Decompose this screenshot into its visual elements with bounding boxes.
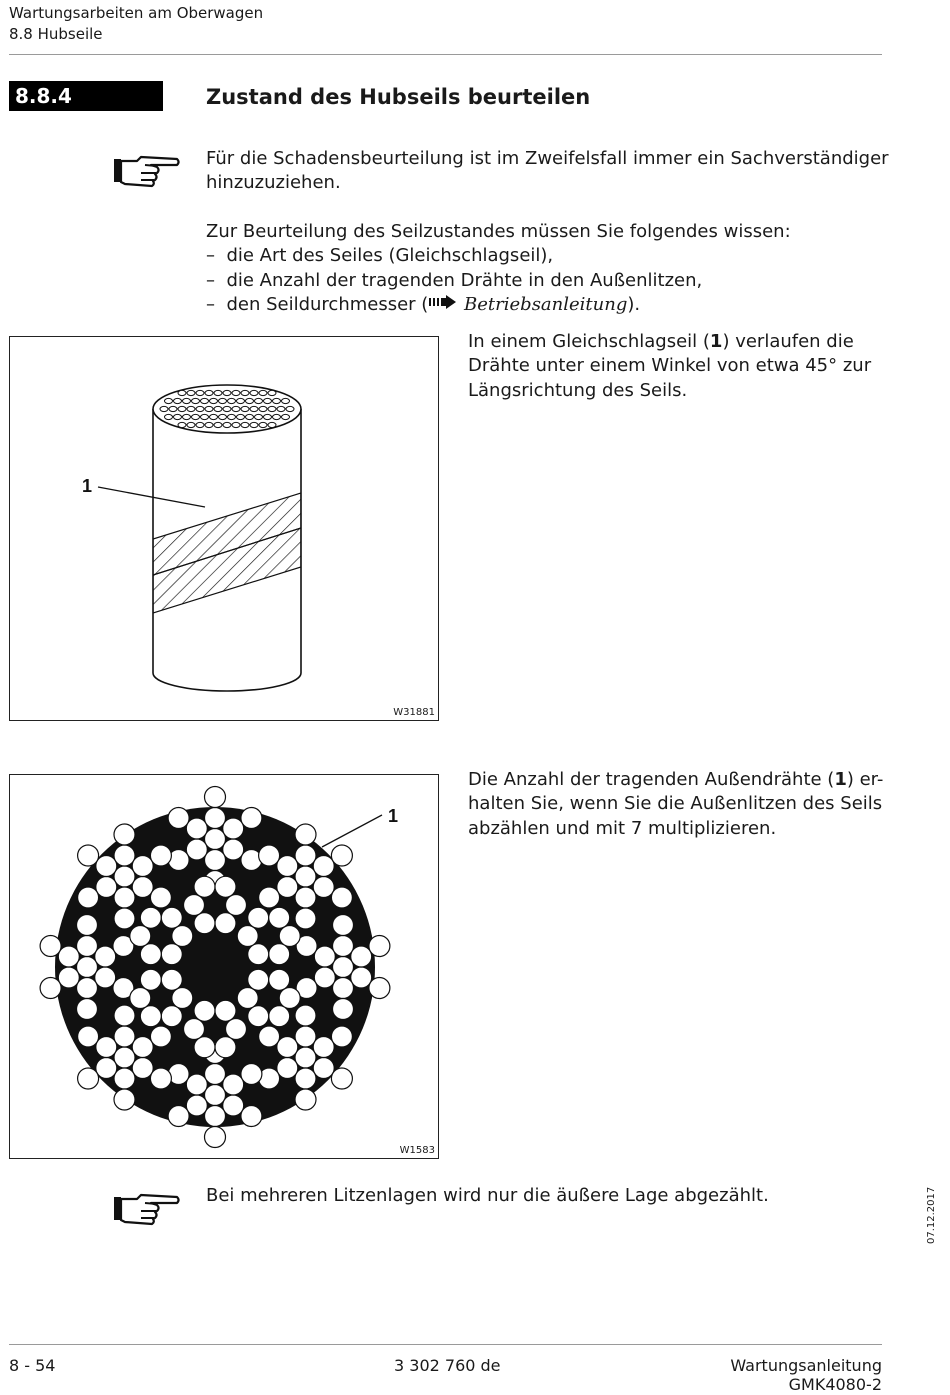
wire-end	[282, 398, 290, 403]
wire	[269, 907, 290, 928]
wire	[295, 1068, 316, 1089]
wire	[295, 908, 316, 929]
wire	[78, 1068, 99, 1089]
wire-end	[246, 414, 254, 419]
wire	[215, 913, 236, 934]
wire-end	[174, 398, 182, 403]
wire	[277, 856, 298, 877]
wire-end	[246, 398, 254, 403]
wire	[194, 1000, 215, 1021]
callout-1: 1	[82, 476, 93, 496]
wire	[333, 936, 354, 957]
wire	[333, 978, 354, 999]
wire	[223, 839, 244, 860]
wire-end	[237, 414, 245, 419]
wire-end	[178, 390, 186, 395]
wire-end	[210, 398, 218, 403]
wire-end	[205, 390, 213, 395]
wire	[277, 877, 298, 898]
wire-end	[214, 390, 222, 395]
rope-lay-drawing	[10, 337, 438, 720]
model-name: GMK4080-2	[788, 1375, 882, 1394]
wire	[269, 944, 290, 965]
wire	[140, 969, 161, 990]
wire	[279, 926, 300, 947]
wire	[58, 967, 79, 988]
note-strand-layers: Bei mehreren Litzenlagen wird nur die äußere Lage abgezählt.	[206, 1185, 769, 1206]
wire	[114, 866, 135, 887]
wire	[77, 957, 98, 978]
wire-end	[259, 422, 267, 427]
wire	[248, 969, 269, 990]
wire-end	[187, 422, 195, 427]
wire	[184, 1019, 205, 1040]
wire	[140, 944, 161, 965]
wire	[331, 845, 352, 866]
figure-code: W1583	[399, 1145, 435, 1156]
wire	[333, 915, 354, 936]
wire-end	[196, 422, 204, 427]
wire	[295, 1026, 316, 1047]
wire-end	[241, 422, 249, 427]
wire	[194, 1037, 215, 1058]
note-doubt-line: hinzuzuziehen.	[206, 172, 341, 194]
header-section: 8.8 Hubseile	[9, 25, 103, 43]
wire	[205, 1127, 226, 1148]
wire	[40, 936, 61, 957]
wire-end	[273, 398, 281, 403]
wire-end	[178, 422, 186, 427]
list-item: – den Seildurchmesser ( Betriebsanleitung).	[206, 293, 641, 315]
requirements-block	[206, 220, 886, 317]
wire	[259, 1026, 280, 1047]
wire	[78, 887, 99, 908]
wire	[186, 818, 207, 839]
wire	[150, 1068, 171, 1089]
pointing-hand-icon	[111, 152, 181, 188]
wire-end	[165, 398, 173, 403]
wire	[161, 1006, 182, 1027]
wire	[161, 969, 182, 990]
wire-end	[223, 406, 231, 411]
wire	[114, 908, 135, 929]
wire	[237, 988, 258, 1009]
wire	[313, 1037, 334, 1058]
figure2-caption: Die Anzahl der tragenden Außendrähte (1) er- halten Sie, wenn Sie die Außenlitzen des Seils abzählen und mit 7 multiplizieren.	[468, 769, 884, 839]
note-doubt-text	[206, 147, 896, 196]
wire	[295, 1047, 316, 1068]
wire	[205, 829, 226, 850]
wire	[313, 877, 334, 898]
wire	[186, 1095, 207, 1116]
wire-end	[210, 414, 218, 419]
wire-end	[255, 414, 263, 419]
wire	[226, 895, 247, 916]
wire-end	[169, 406, 177, 411]
wire-end	[277, 406, 285, 411]
wire	[333, 957, 354, 978]
wire-end	[205, 422, 213, 427]
wire-end	[259, 406, 267, 411]
wire-end	[282, 414, 290, 419]
wire	[248, 944, 269, 965]
wire	[78, 1026, 99, 1047]
wire-end	[205, 406, 213, 411]
wire	[168, 1106, 189, 1127]
wire	[114, 1005, 135, 1026]
wire	[226, 1019, 247, 1040]
wire	[96, 877, 117, 898]
wire-end	[250, 422, 258, 427]
wire-end	[228, 398, 236, 403]
wire	[331, 1068, 352, 1089]
wire	[248, 1006, 269, 1027]
wire	[150, 845, 171, 866]
callout-leader	[322, 815, 382, 847]
side-date: 07.12.2017	[926, 1186, 937, 1244]
wire	[241, 1106, 262, 1127]
wire-end	[264, 414, 272, 419]
wire-end	[223, 390, 231, 395]
wire-end	[187, 406, 195, 411]
wire	[114, 1068, 135, 1089]
wire	[223, 1074, 244, 1095]
wire-end	[250, 390, 258, 395]
wire	[205, 850, 226, 871]
header-rule	[9, 54, 882, 55]
wire	[161, 907, 182, 928]
wire-end	[219, 398, 227, 403]
wire	[241, 808, 262, 829]
wire-end	[259, 390, 267, 395]
section-title: Zustand des Hubseils beurteilen	[206, 85, 591, 109]
wire	[194, 913, 215, 934]
cross-reference-arrow-icon	[428, 295, 458, 309]
wire-end	[232, 406, 240, 411]
wire	[130, 926, 151, 947]
wire-end	[273, 414, 281, 419]
wire-end	[232, 422, 240, 427]
wire	[205, 1064, 226, 1085]
wire	[95, 946, 116, 967]
wire	[172, 988, 193, 1009]
footer-rule	[9, 1344, 882, 1345]
list-item: – die Anzahl der tragenden Drähte in den Außenlitzen,	[206, 269, 703, 291]
wire	[132, 856, 153, 877]
wire	[114, 845, 135, 866]
wire	[314, 946, 335, 967]
wire	[277, 1058, 298, 1079]
wire	[132, 1037, 153, 1058]
wire	[333, 999, 354, 1020]
wire-end	[192, 414, 200, 419]
document-number: 3 302 760 de	[394, 1356, 501, 1375]
wire-end	[237, 398, 245, 403]
wire	[186, 1074, 207, 1095]
wire	[205, 808, 226, 829]
wire	[205, 787, 226, 808]
wire	[114, 887, 135, 908]
wire-end	[160, 406, 168, 411]
wire	[205, 1106, 226, 1127]
wire	[369, 936, 390, 957]
wire-end	[174, 414, 182, 419]
wire-end	[201, 398, 209, 403]
wire	[295, 845, 316, 866]
wire-end	[178, 406, 186, 411]
wire	[95, 967, 116, 988]
wire-end	[228, 414, 236, 419]
wire	[237, 926, 258, 947]
wire	[114, 1089, 135, 1110]
wire	[241, 1064, 262, 1085]
wire	[223, 818, 244, 839]
wire-end	[183, 414, 191, 419]
wire	[194, 876, 215, 897]
wire	[279, 988, 300, 1009]
wire	[130, 988, 151, 1009]
wire	[140, 1006, 161, 1027]
wire	[259, 887, 280, 908]
wire-end	[232, 390, 240, 395]
page-number: 8 - 54	[9, 1356, 56, 1375]
wire	[295, 887, 316, 908]
wire-end	[165, 414, 173, 419]
manual-reference-link[interactable]: Betriebsanleitung	[464, 293, 628, 315]
wire	[205, 1085, 226, 1106]
wire	[132, 1058, 153, 1079]
wire	[259, 845, 280, 866]
wire	[168, 808, 189, 829]
wire-end	[286, 406, 294, 411]
wire-end	[264, 398, 272, 403]
wire-end	[201, 414, 209, 419]
wire	[313, 856, 334, 877]
wire	[295, 866, 316, 887]
wire-end	[183, 398, 191, 403]
wire	[114, 824, 135, 845]
wire-end	[223, 422, 231, 427]
wire	[314, 967, 335, 988]
wire	[78, 845, 99, 866]
wire	[369, 978, 390, 999]
figure-rope-cross-section	[9, 774, 439, 1159]
wire	[295, 824, 316, 845]
wire	[77, 978, 98, 999]
wire-end	[196, 390, 204, 395]
note-doubt-line: Für die Schadensbeurteilung ist im Zweifelsfall immer ein Sachverständiger	[206, 148, 889, 169]
wire-end	[214, 406, 222, 411]
figure-rope-lay	[9, 336, 439, 721]
wire	[223, 1095, 244, 1116]
wire-end	[268, 422, 276, 427]
wire-end	[268, 390, 276, 395]
wire	[140, 907, 161, 928]
wire	[269, 1006, 290, 1027]
wire	[295, 1005, 316, 1026]
wire-end	[241, 406, 249, 411]
wire	[172, 926, 193, 947]
wire	[331, 887, 352, 908]
wire-end	[219, 414, 227, 419]
wire	[114, 1026, 135, 1047]
wire	[248, 907, 269, 928]
wire	[161, 944, 182, 965]
wire	[186, 839, 207, 860]
callout-1: 1	[388, 806, 399, 826]
wire	[215, 876, 236, 897]
section-number: 8.8.4	[9, 81, 163, 111]
wire-end	[192, 398, 200, 403]
wire-end	[268, 406, 276, 411]
wire	[351, 967, 372, 988]
wire	[77, 999, 98, 1020]
wire	[184, 895, 205, 916]
pointing-hand-icon	[111, 1190, 181, 1226]
wire	[277, 1037, 298, 1058]
list-item: – die Art des Seiles (Gleichschlagseil),	[206, 245, 554, 267]
wire	[215, 1037, 236, 1058]
wire	[77, 915, 98, 936]
wire-end	[196, 406, 204, 411]
wire	[331, 1026, 352, 1047]
wire	[77, 936, 98, 957]
wire	[96, 856, 117, 877]
header-chapter: Wartungsarbeiten am Oberwagen	[9, 4, 264, 22]
requirements-lead: Zur Beurteilung des Seilzustandes müssen Sie folgendes wissen:	[206, 221, 791, 242]
wire	[40, 978, 61, 999]
figure1-caption: In einem Gleichschlagseil (1) verlaufen die Drähte unter einem Winkel von etwa 45° zur Längsrichtung des Seils.	[468, 331, 872, 401]
wire	[295, 1089, 316, 1110]
wire	[150, 1026, 171, 1047]
wire-end	[214, 422, 222, 427]
wire	[351, 946, 372, 967]
wire-end	[187, 390, 195, 395]
wire-end	[250, 406, 258, 411]
figure-code: W31881	[393, 707, 435, 718]
wire	[313, 1058, 334, 1079]
manual-title: Wartungsanleitung	[730, 1356, 882, 1375]
wire	[215, 1000, 236, 1021]
wire	[96, 1037, 117, 1058]
rope-cross-section-drawing	[10, 775, 438, 1158]
wire	[269, 969, 290, 990]
wire	[96, 1058, 117, 1079]
wire-end	[241, 390, 249, 395]
wire	[150, 887, 171, 908]
wire	[114, 1047, 135, 1068]
wire-end	[255, 398, 263, 403]
wire	[132, 877, 153, 898]
wire	[58, 946, 79, 967]
